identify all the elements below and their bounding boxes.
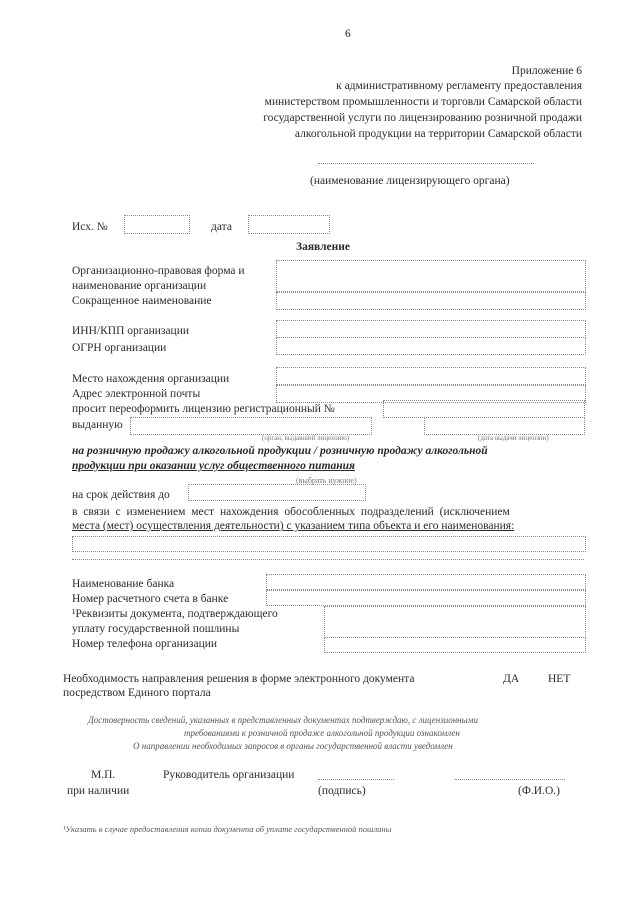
short-name-label: Сокращенное наименование [72, 295, 212, 307]
date-field[interactable] [248, 215, 330, 234]
term-label: на срок действия до [72, 489, 170, 501]
confirmation-line-1: Достоверность сведений, указанных в представленных документах подтверждаю, с лицензионными [88, 715, 478, 725]
electronic-line-1: Необходимость направления решения в форме электронного документа [63, 673, 415, 685]
change-text-1: в связи с изменением мест нахождения обособленных подразделений (исключением [72, 506, 510, 518]
electronic-line-2: посредством Единого портала [63, 687, 211, 699]
bank-name-label: Наименование банка [72, 578, 175, 590]
appendix-line-2: министерством промышленности и торговли Самарской области [264, 96, 582, 108]
fee-field[interactable] [324, 606, 586, 638]
if-available-label: при наличии [67, 785, 130, 797]
appendix-line-3: государственной услуги по лицензированию розничной продажи [263, 112, 582, 124]
issuer-field[interactable] [130, 417, 372, 435]
name-line[interactable] [455, 779, 565, 780]
yes-option[interactable]: ДА [503, 673, 520, 685]
footnote: ¹Указать в случае предоставления копии документа об уплате государственной пошлины [63, 824, 392, 834]
statement-title: Заявление [296, 241, 351, 253]
appendix-line-4: алкогольной продукции на территории Самарской области [294, 128, 582, 140]
legal-form-label-2: наименование организации [72, 280, 207, 292]
licensing-body-caption: (наименование лицензирующего органа) [310, 175, 510, 187]
license-type-line-2: продукции при оказании услуг общественного питания [72, 460, 355, 472]
ogrn-label: ОГРН организации [72, 342, 167, 354]
bank-name-field[interactable] [266, 574, 586, 590]
account-field[interactable] [266, 590, 586, 606]
fee-label-2: уплату государственной пошлины [72, 623, 240, 635]
account-label: Номер расчетного счета в банке [72, 593, 229, 605]
licensing-body-line[interactable] [318, 163, 534, 164]
issue-date-caption: (дата выдачи лицензии) [478, 434, 549, 442]
short-name-field[interactable] [276, 292, 586, 310]
issue-date-field[interactable] [424, 417, 585, 435]
date-label: дата [211, 221, 232, 233]
issued-label: выданную [72, 419, 123, 431]
name-caption: (Ф.И.О.) [518, 785, 560, 797]
outgoing-number-label: Исх. № [72, 221, 108, 233]
no-option[interactable]: НЕТ [548, 673, 571, 685]
request-label: просит переоформить лицензию регистрационный № [72, 403, 335, 415]
choose-caption: (выбрать нужное) [296, 476, 357, 485]
legal-form-field[interactable] [276, 260, 586, 292]
change-text-2: места (мест) осуществления деятельности) с указанием типа объекта и его наименования: [72, 520, 515, 532]
issuer-caption: (орган, выдавший лицензию) [262, 434, 350, 442]
term-field[interactable] [188, 484, 366, 501]
subdivision-line-2[interactable] [72, 559, 584, 560]
inn-kpp-field[interactable] [276, 320, 586, 338]
signature-line[interactable] [318, 779, 394, 780]
subdivision-field-1[interactable] [72, 536, 586, 552]
location-field[interactable] [276, 367, 586, 385]
ogrn-field[interactable] [276, 337, 586, 355]
confirmation-line-3: О направлении необходимых запросов в органы государственной власти уведомлен [133, 741, 453, 751]
appendix-title: Приложение 6 [511, 65, 582, 77]
license-type-line-1: на розничную продажу алкогольной продукции / розничную продажу алкогольной [72, 445, 488, 457]
signature-caption: (подпись) [318, 785, 366, 797]
phone-label: Номер телефона организации [72, 638, 218, 650]
page-number: 6 [345, 28, 351, 40]
appendix-line-1: к административному регламенту предоставления [336, 80, 582, 92]
license-number-field[interactable] [383, 400, 585, 418]
inn-kpp-label: ИНН/КПП организации [72, 325, 190, 337]
location-label: Место нахождения организации [72, 373, 230, 385]
phone-field[interactable] [324, 637, 586, 653]
confirmation-line-2: требованиями к розничной продаже алкогольной продукции ознакомлен [184, 728, 460, 738]
fee-label-1: ¹Реквизиты документа, подтверждающего [72, 608, 278, 620]
head-label: Руководитель организации [163, 769, 295, 781]
legal-form-label-1: Организационно-правовая форма и [72, 265, 245, 277]
email-label: Адрес электронной почты [72, 388, 201, 400]
outgoing-number-field[interactable] [124, 215, 190, 234]
mp-label: М.П. [91, 769, 116, 781]
